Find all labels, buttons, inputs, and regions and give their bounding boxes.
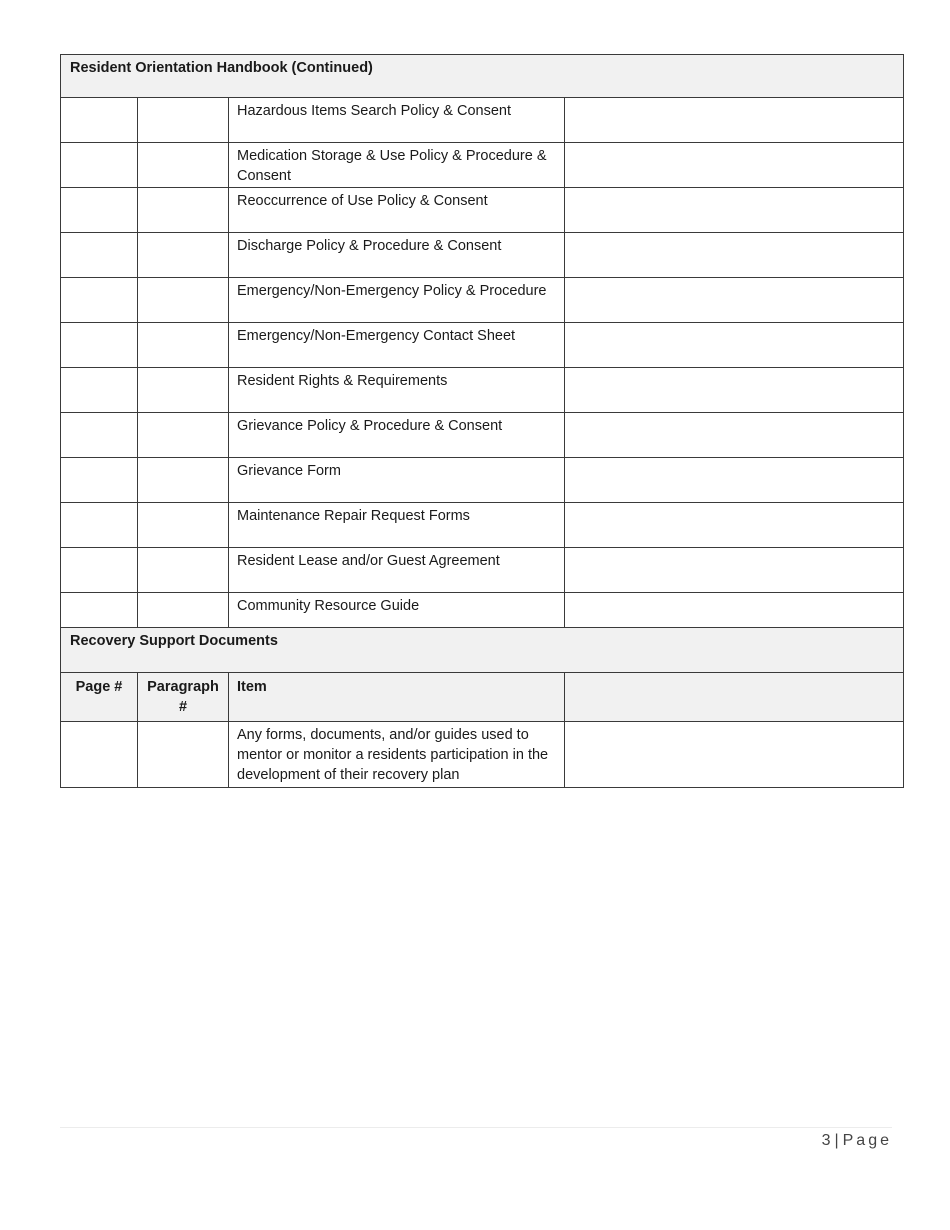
table-row [61,323,904,368]
item-cell: Emergency/Non-Emergency Contact Sheet [229,323,565,368]
paragraph-number-cell [138,188,229,233]
table-row [61,458,904,503]
item-cell: Emergency/Non-Emergency Policy & Procedure [229,278,565,323]
item-cell: Grievance Policy & Procedure & Consent [229,413,565,458]
table-row [61,98,904,143]
notes-header [565,673,904,722]
notes-cell [565,323,904,368]
item-cell: Community Resource Guide [229,593,565,638]
item-cell: Hazardous Items Search Policy & Consent [229,98,565,143]
page-number-cell [61,503,138,548]
notes-cell [565,98,904,143]
notes-cell [565,143,904,188]
page-number-cell [61,458,138,503]
notes-cell [565,458,904,503]
notes-cell [565,503,904,548]
notes-cell [565,188,904,233]
page-number-cell [61,548,138,593]
page-number-cell [61,98,138,143]
notes-cell [565,233,904,278]
item-cell: Medication Storage & Use Policy & Procedure & Consent [229,143,565,188]
footer-separator: | [834,1132,839,1149]
paragraph-number-header: Paragraph # [138,673,229,722]
page-footer [60,1127,892,1150]
page-number-cell [61,278,138,323]
table-row [61,143,904,188]
item-cell: Discharge Policy & Procedure & Consent [229,233,565,278]
notes-cell [565,722,904,788]
page-number: 3 [821,1132,831,1149]
column-header-row [61,673,904,722]
paragraph-number-cell [138,722,229,788]
page-number-cell [61,323,138,368]
item-cell: Reoccurrence of Use Policy & Consent [229,188,565,233]
paragraph-number-cell [138,278,229,323]
table-row [61,722,904,788]
item-cell: Resident Rights & Requirements [229,368,565,413]
paragraph-number-cell [138,548,229,593]
page-number-cell [61,368,138,413]
item-header: Item [229,673,565,722]
item-cell: Resident Lease and/or Guest Agreement [229,548,565,593]
table-row [61,503,904,548]
notes-cell [565,278,904,323]
paragraph-number-cell [138,233,229,278]
page-number-cell [61,188,138,233]
paragraph-number-cell [138,503,229,548]
item-cell: Grievance Form [229,458,565,503]
table-row [61,188,904,233]
table-row [61,548,904,593]
paragraph-number-cell [138,458,229,503]
notes-cell [565,413,904,458]
paragraph-number-cell [138,143,229,188]
paragraph-number-cell [138,368,229,413]
table-row [61,278,904,323]
table-row [61,413,904,458]
paragraph-number-cell [138,413,229,458]
paragraph-number-cell [138,323,229,368]
page-number-cell [61,233,138,278]
item-cell: Maintenance Repair Request Forms [229,503,565,548]
page-number-cell [61,143,138,188]
section-title: Recovery Support Documents [61,628,904,673]
table-row [61,233,904,278]
page-number-cell [61,722,138,788]
resident-orientation-table [60,54,904,638]
recovery-support-table [60,627,904,788]
notes-cell [565,548,904,593]
table-row [61,368,904,413]
notes-cell [565,368,904,413]
paragraph-number-cell [138,98,229,143]
page-number-cell [61,413,138,458]
item-cell: Any forms, documents, and/or guides used to mentor or monitor a residents participation in the development of their recovery plan [229,722,565,788]
page-number-header: Page # [61,673,138,722]
section-title: Resident Orientation Handbook (Continued) [61,55,904,98]
page-label: Page [842,1132,892,1149]
